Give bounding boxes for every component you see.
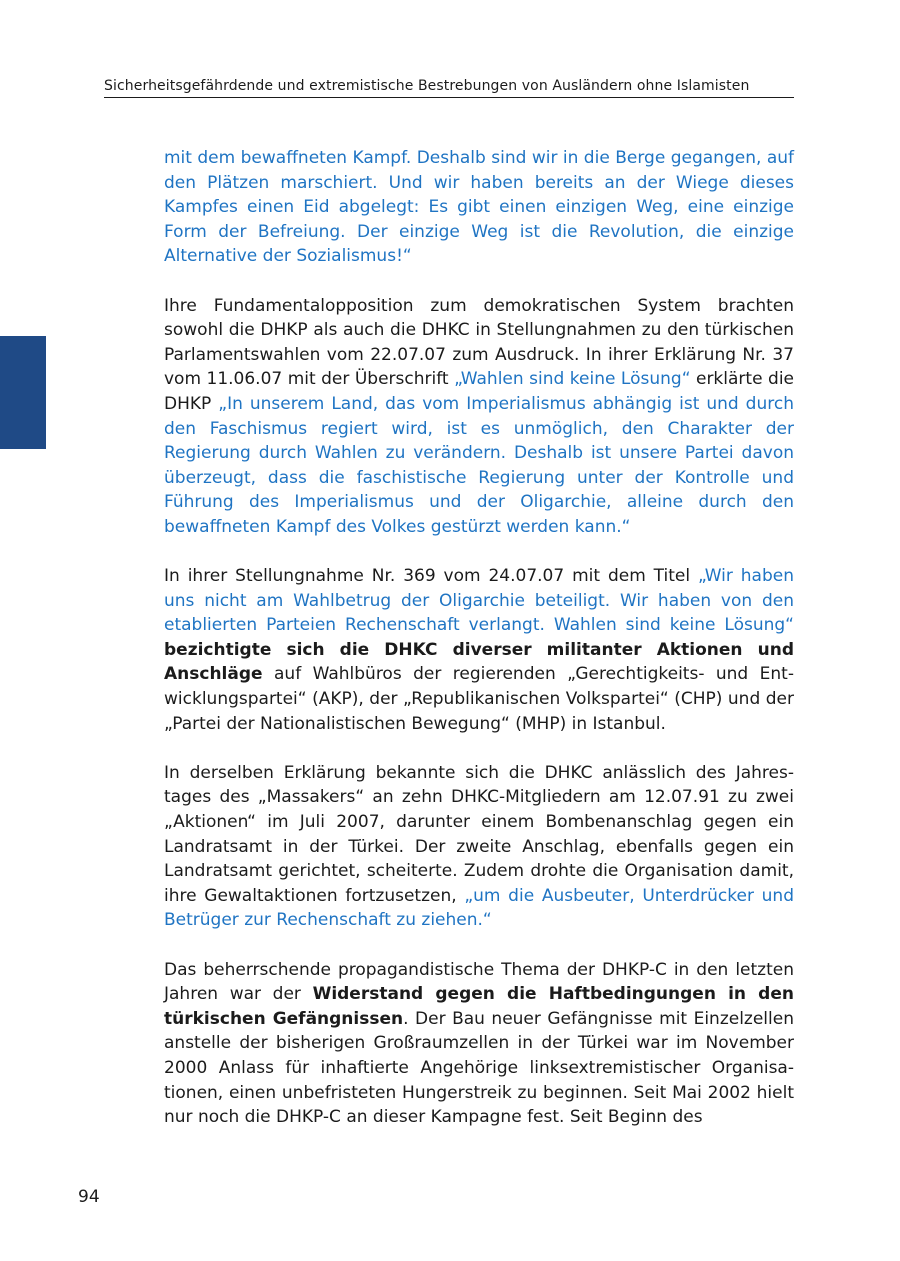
paragraph-1 bbox=[164, 146, 794, 269]
bold-text: bezichtigte sich die DHKC diverser militanter Aktionen und Anschläge bbox=[164, 639, 794, 685]
paragraph-text: auf Wahlbüros der regierenden „Gerechtigkeits- und Entwicklungspartei“ (AKP), der „Republikanischen Volkspartei“ (CHP) und der „Partei der Nationalistischen Bewegung“ (MHP) in Istanbul. bbox=[164, 664, 794, 734]
paragraph-text: Ihre Fundamentalopposition zum demokratischen System brachten sowohl die DHKP als auch die DHKC in Stellungnahmen zu den türkischen Parlamentswahlen vom 22.07.07 zum Ausdruck. In ihrer Erklärung Nr. 37 vom 11.06.07 mit der Überschrift bbox=[164, 295, 794, 390]
quote-text: „um die Ausbeuter, Unterdrücker und Betrüger zur Rechenschaft zu ziehen.“ bbox=[164, 885, 794, 931]
paragraph-text: In ihrer Stellungnahme Nr. 369 vom 24.07.07 mit dem Titel bbox=[164, 566, 699, 587]
quote-text: „Wir haben uns nicht am Wahlbetrug der Oligarchie beteiligt. Wir haben von den etablierten Parteien Rechenschaft verlangt. Wahlen sind keine Lösung“ bbox=[164, 566, 794, 636]
quote-text: „Wahlen sind keine Lösung“ bbox=[454, 369, 691, 390]
running-header-title: Sicherheitsgefährdende und extremistische Bestrebungen von Ausländern ohne Islamisten bbox=[104, 78, 750, 94]
paragraph-5 bbox=[164, 958, 794, 1130]
quote-text: „In unserem Land, das vom Imperialismus abhängig ist und durch den Faschismus regiert wird, ist es unmöglich, den Charakter der Regierung durch Wahlen zu verändern. Deshalb ist unsere Partei davon überzeugt, dass die faschistische Regierung unter der Kontrolle und Führung des Imperialismus und der Oligarchie, alleine durch den bewaffneten Kampf des Volkes gestürzt werden kann.“ bbox=[164, 393, 794, 537]
paragraph-text: erklärte die DHKP bbox=[164, 369, 794, 414]
header-rule bbox=[104, 97, 794, 98]
paragraph-3 bbox=[164, 564, 794, 736]
chapter-side-tab bbox=[0, 336, 46, 449]
paragraph-text: In derselben Erklärung bekannte sich die DHKC anlässlich des Jahrestages des „Massakers“ an zehn DHKC-Mitgliedern am 12.07.91 zu zwei „Aktionen“ im Juli 2007, darunter einem Bombenanschlag gegen ein Landratsamt in der Türkei. Der zweite Anschlag, ebenfalls gegen ein Landratsamt gerichtet, scheiterte. Zudem drohte die Organisation damit, ihre Gewaltaktionen fortzusetzen, bbox=[164, 762, 794, 906]
quote-text: mit dem bewaffneten Kampf. Deshalb sind wir in die Berge gegangen, auf den Plätzen marschiert. Und wir haben bereits an der Wiege dieses Kampfes einen Eid abgelegt: Es gibt einen einzigen Weg, eine einzige Form der Befreiung. Der einzige Weg ist die Revolution, die einzige Alternative der Sozialismus!“ bbox=[164, 148, 794, 267]
body-text bbox=[164, 146, 794, 1130]
bold-text: Widerstand gegen die Haftbedingungen in den türkischen Gefängnissen bbox=[164, 984, 794, 1029]
paragraph-text: . Der Bau neuer Gefängnisse mit Einzelzellen anstelle der bisherigen Großraumzellen in der Türkei war im November 2000 Anlass für inhaftierte Angehörige linksextremistischer Organisationen, einen unbefristeten Hungerstreik zu beginnen. Seit Mai 2002 hielt nur noch die DHKP-C an dieser Kampagne fest. Seit Beginn des bbox=[164, 1008, 794, 1128]
paragraph-text: Das beherrschende propagandistische Thema der DHKP-C in den letzten Jahren war der bbox=[164, 959, 794, 1005]
page-number: 94 bbox=[78, 1187, 100, 1207]
paragraph-4 bbox=[164, 761, 794, 933]
paragraph-2 bbox=[164, 294, 794, 540]
